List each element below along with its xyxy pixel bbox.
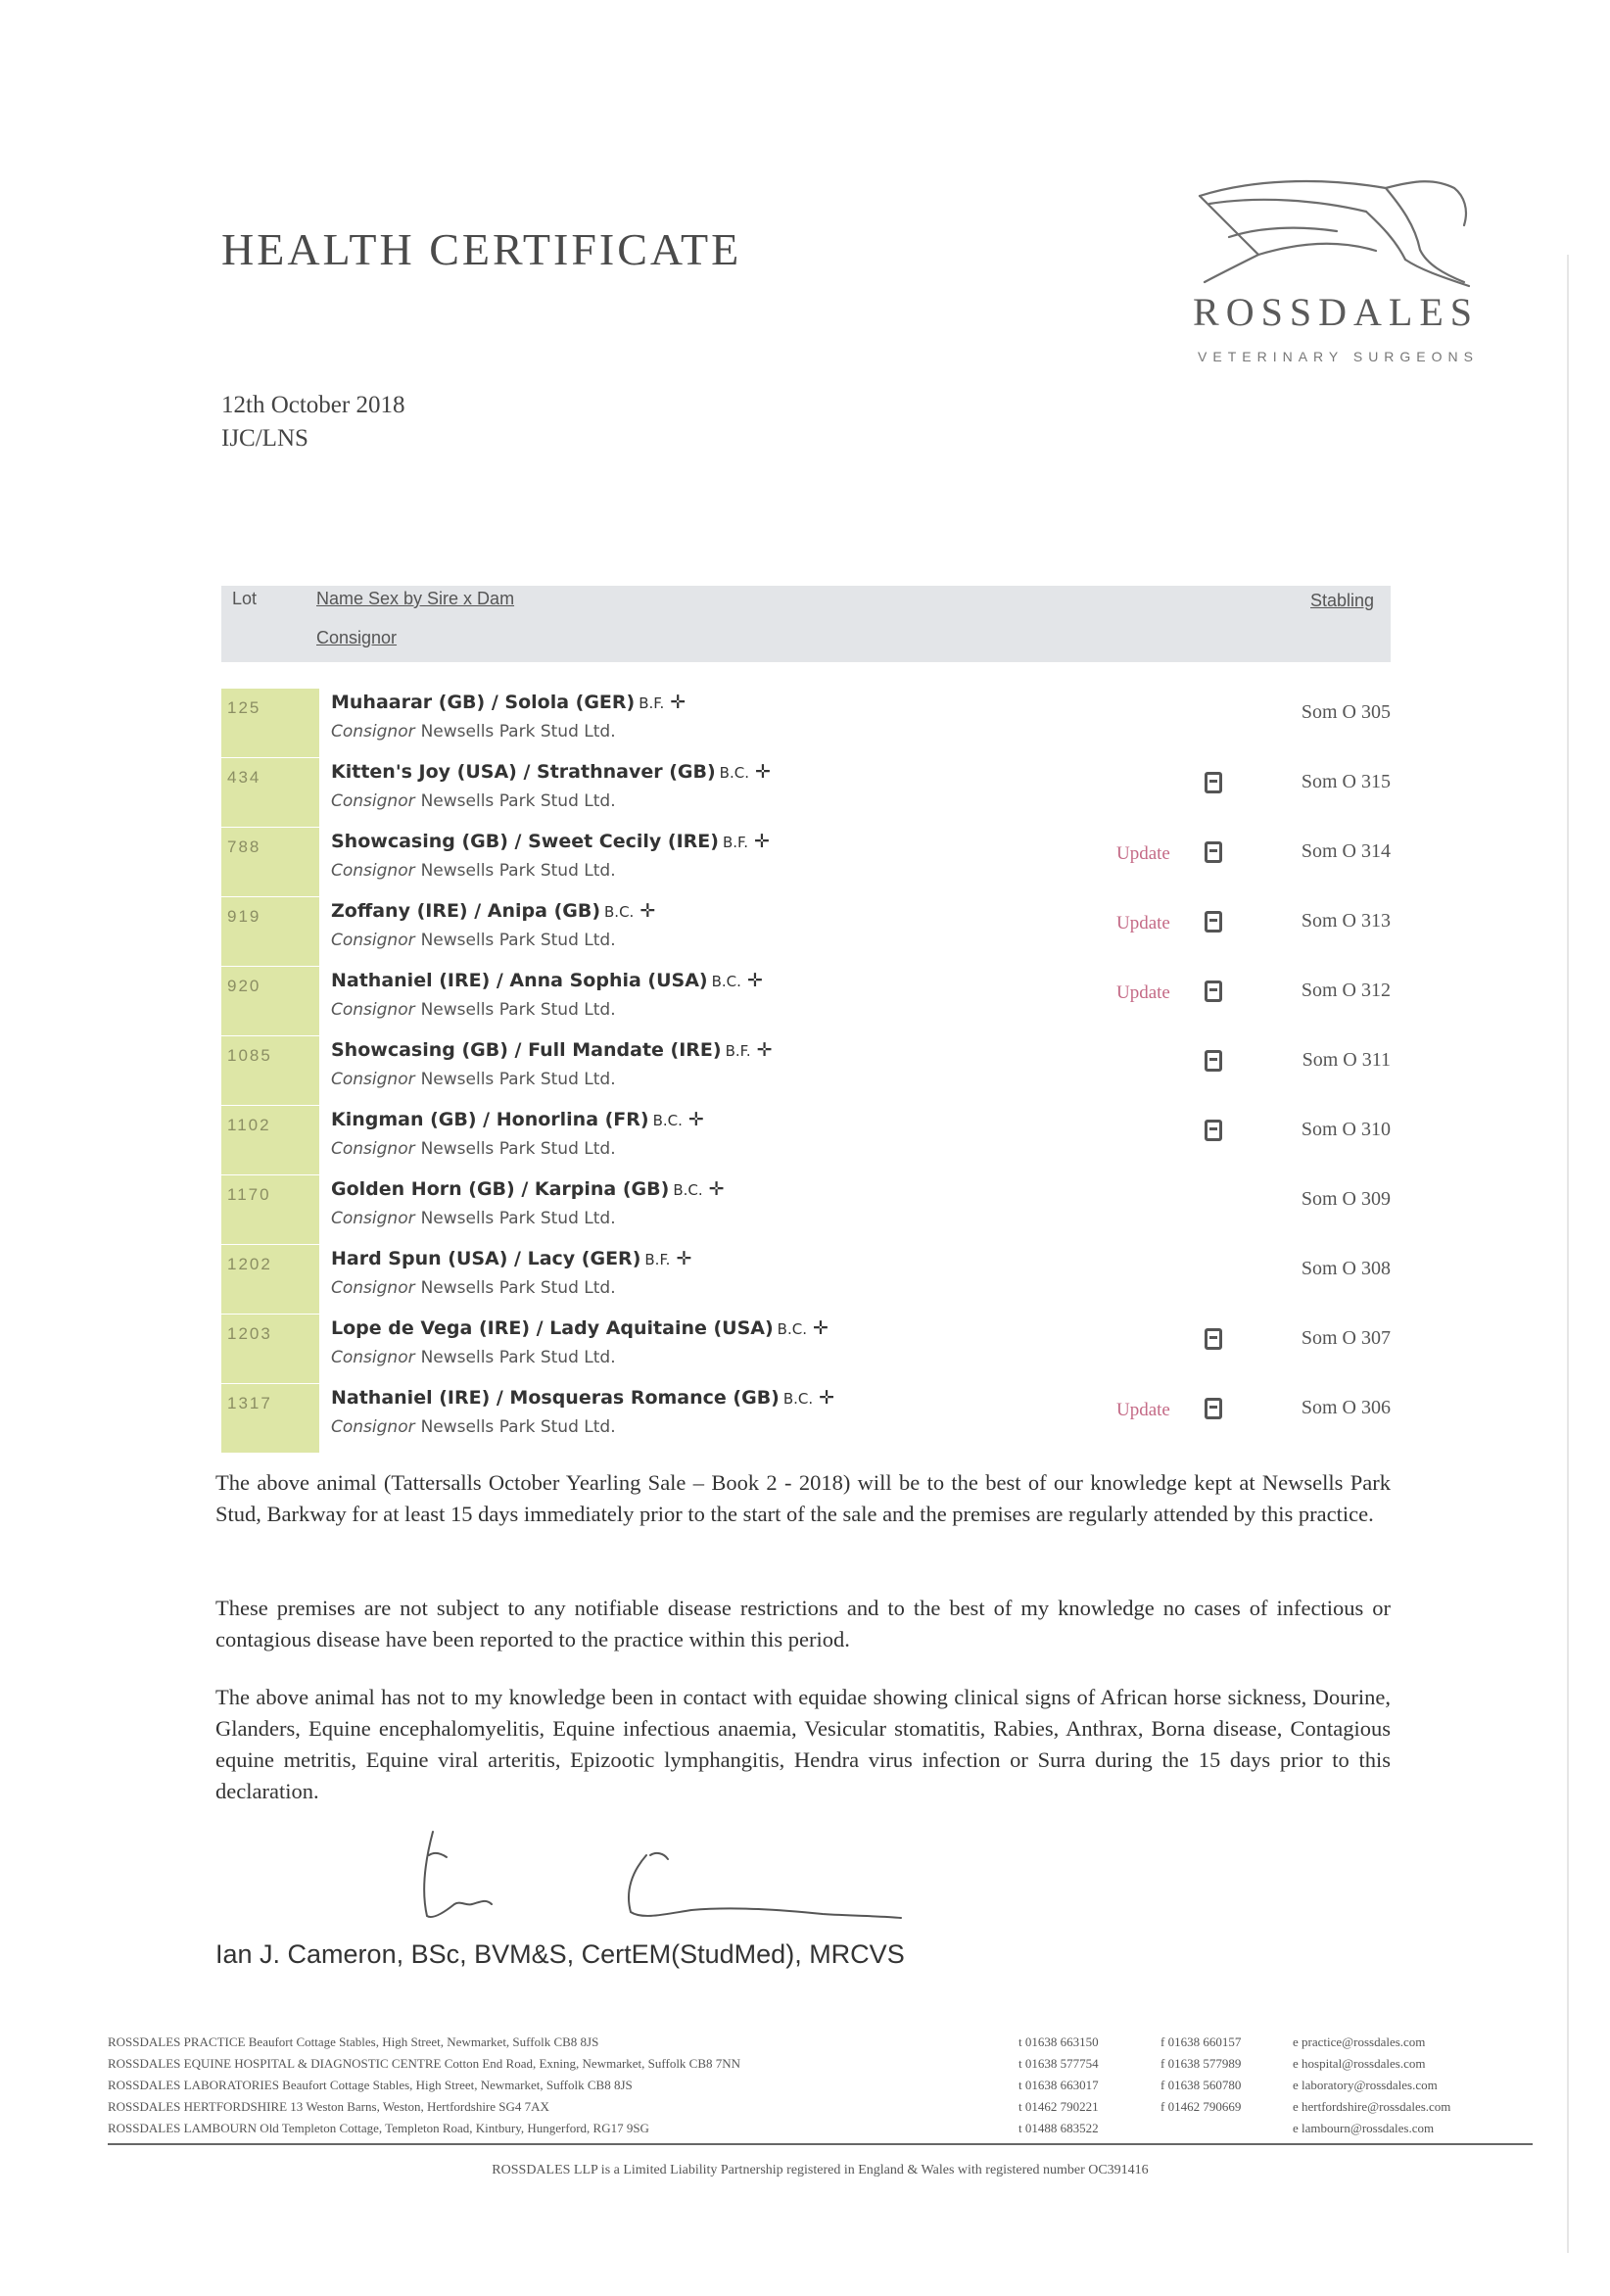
- stabling-value: Som O 306: [1301, 1397, 1391, 1418]
- table-row: [221, 1245, 1391, 1314]
- consignor-value: Newsells Park Stud Ltd.: [420, 1209, 616, 1228]
- stabling-value: Som O 310: [1301, 1119, 1391, 1140]
- table-row: [221, 897, 1391, 966]
- footer-address: ROSSDALES EQUINE HOSPITAL & DIAGNOSTIC CENTRE Cotton End Road, Exning, Newmarket, Suffolk CB8 7NN: [108, 2056, 741, 2071]
- horse-pedigree: Showcasing (GB) / Full Mandate (IRE): [331, 1039, 722, 1061]
- cross-icon: ✛: [687, 1109, 704, 1130]
- document-icon[interactable]: [1205, 981, 1222, 1002]
- horse-pedigree: Nathaniel (IRE) / Mosqueras Romance (GB): [331, 1387, 780, 1409]
- consignor-value: Newsells Park Stud Ltd.: [420, 861, 616, 881]
- document-icon[interactable]: [1205, 772, 1222, 793]
- consignor-value: Newsells Park Stud Ltd.: [420, 1417, 616, 1437]
- horse-sex: B.C.: [711, 973, 741, 990]
- lot-cell: [221, 897, 319, 966]
- consignor-line: [331, 791, 616, 811]
- horse-name: [331, 1178, 725, 1200]
- document-icon[interactable]: [1205, 841, 1222, 863]
- cross-icon: ✛: [639, 900, 656, 922]
- horse-name: [331, 831, 770, 852]
- horse-sex: B.C.: [652, 1112, 683, 1129]
- consignor-line: [331, 1278, 616, 1298]
- footer-telephone: t 01488 683522: [1018, 2121, 1099, 2135]
- lot-cell: [221, 1036, 319, 1105]
- lot-number: 1085: [227, 1046, 272, 1065]
- horse-sex: B.F.: [639, 694, 665, 712]
- stabling-value: Som O 314: [1301, 840, 1391, 862]
- consignor-line: [331, 1070, 616, 1089]
- horse-sex: B.C.: [777, 1320, 807, 1338]
- horse-sex: B.C.: [782, 1390, 814, 1408]
- consignor-line: [331, 931, 616, 950]
- document-icon[interactable]: [1205, 1398, 1222, 1419]
- footer-email: e hospital@rossdales.com: [1293, 2056, 1426, 2071]
- header-consignor: Consignor: [316, 628, 398, 647]
- consignor-value: Newsells Park Stud Ltd.: [420, 931, 616, 950]
- horse-name: [331, 1387, 834, 1409]
- consignor-label: Consignor: [331, 861, 415, 881]
- cross-icon: ✛: [754, 761, 771, 783]
- horse-name: [331, 970, 763, 991]
- consignor-label: Consignor: [331, 1139, 415, 1159]
- lot-cell: [221, 1315, 319, 1383]
- footer-divider: [108, 2143, 1533, 2145]
- consignor-label: Consignor: [331, 722, 415, 741]
- header-stabling: Stabling: [1310, 591, 1375, 610]
- stabling-value: Som O 305: [1301, 701, 1391, 723]
- footer-fax: f 01638 577989: [1160, 2056, 1242, 2071]
- stabling-value: Som O 311: [1302, 1049, 1391, 1071]
- lot-cell: [221, 828, 319, 896]
- consignor-value: Newsells Park Stud Ltd.: [420, 791, 616, 811]
- horse-pedigree: Kingman (GB) / Honorlina (FR): [331, 1109, 649, 1130]
- header-lot: Lot: [232, 589, 258, 608]
- consignor-value: Newsells Park Stud Ltd.: [420, 1139, 616, 1159]
- footer-address: ROSSDALES HERTFORDSHIRE 13 Weston Barns, Weston, Hertfordshire SG4 7AX: [108, 2099, 549, 2114]
- footer-telephone: t 01638 577754: [1018, 2056, 1099, 2071]
- horse-pedigree: Showcasing (GB) / Sweet Cecily (IRE): [331, 831, 719, 852]
- lot-number: 788: [227, 837, 261, 856]
- horse-pedigree: Hard Spun (USA) / Lacy (GER): [331, 1248, 641, 1269]
- stabling-value: Som O 308: [1301, 1258, 1391, 1279]
- document-date: 12th October 2018: [221, 392, 405, 418]
- document-reference: IJC/LNS: [221, 425, 308, 452]
- footer-address: ROSSDALES PRACTICE Beaufort Cottage Stables, High Street, Newmarket, Suffolk CB8 8JS: [108, 2034, 599, 2049]
- lot-number: 1317: [227, 1394, 272, 1412]
- horse-name: [331, 900, 655, 922]
- table-row: [221, 1036, 1391, 1105]
- horse-pedigree: Kitten's Joy (USA) / Strathnaver (GB): [331, 761, 716, 783]
- lot-number: 919: [227, 907, 261, 926]
- document-icon[interactable]: [1205, 911, 1222, 933]
- cross-icon: ✛: [746, 970, 763, 991]
- footer-fax: f 01638 560780: [1160, 2078, 1242, 2092]
- horse-logo-icon: [1170, 167, 1484, 372]
- header-name: Name Sex by Sire x Dam: [316, 589, 515, 608]
- cross-icon: ✛: [708, 1178, 725, 1200]
- footer-fax: f 01462 790669: [1160, 2099, 1242, 2114]
- consignor-value: Newsells Park Stud Ltd.: [420, 1070, 616, 1089]
- footer-email: e hertfordshire@rossdales.com: [1293, 2099, 1451, 2114]
- lot-number: 920: [227, 977, 261, 995]
- table-row: [221, 1175, 1391, 1244]
- signature: [411, 1822, 921, 1930]
- consignor-label: Consignor: [331, 1417, 415, 1437]
- stabling-value: Som O 313: [1301, 910, 1391, 932]
- consignor-line: [331, 1209, 616, 1228]
- document-icon[interactable]: [1205, 1328, 1222, 1350]
- consignor-line: [331, 1000, 616, 1020]
- logo-subtitle: VETERINARY SURGEONS: [1198, 349, 1479, 364]
- lot-cell: [221, 689, 319, 757]
- horse-sex: B.C.: [604, 903, 635, 921]
- horse-sex: B.F.: [725, 1042, 751, 1060]
- table-row: [221, 758, 1391, 827]
- horse-name: [331, 1317, 829, 1339]
- cross-icon: ✛: [819, 1387, 835, 1409]
- table-row: [221, 1384, 1391, 1453]
- footer-telephone: t 01638 663150: [1018, 2034, 1099, 2049]
- cross-icon: ✛: [754, 831, 770, 852]
- footer-telephone: t 01462 790221: [1018, 2099, 1099, 2114]
- consignor-label: Consignor: [331, 791, 415, 811]
- update-link[interactable]: Update: [1116, 843, 1170, 864]
- lot-cell: [221, 1175, 319, 1244]
- lot-number: 1203: [227, 1324, 272, 1343]
- footer-email: e lambourn@rossdales.com: [1293, 2121, 1435, 2135]
- stabling-value: Som O 315: [1301, 771, 1391, 792]
- page-edge: [1567, 255, 1569, 2253]
- update-link[interactable]: Update: [1116, 1400, 1170, 1420]
- horse-sex: B.F.: [722, 834, 748, 851]
- table-row: [221, 828, 1391, 896]
- footer-fax: f 01638 660157: [1160, 2034, 1242, 2049]
- cross-icon: ✛: [670, 692, 687, 713]
- table-row: [221, 1315, 1391, 1383]
- lot-cell: [221, 967, 319, 1035]
- horse-name: [331, 1248, 691, 1269]
- consignor-value: Newsells Park Stud Ltd.: [420, 1278, 616, 1298]
- horse-name: [331, 692, 686, 713]
- footer-email: e laboratory@rossdales.com: [1293, 2078, 1438, 2092]
- horse-name: [331, 1109, 704, 1130]
- consignor-line: [331, 1348, 616, 1367]
- document-icon[interactable]: [1205, 1050, 1222, 1072]
- footer-address: ROSSDALES LAMBOURN Old Templeton Cottage, Templeton Road, Kintbury, Hungerford, RG17 9SG: [108, 2121, 649, 2135]
- consignor-label: Consignor: [331, 1278, 415, 1298]
- horse-sex: B.F.: [644, 1251, 671, 1268]
- statement-paragraph-3: The above animal has not to my knowledge been in contact with equidae showing clinical signs of African horse sickness, Dourine, Glanders, Equine encephalomyelitis, Equine infectious anaemia, Vesicular stomatitis, Rabies, Anthrax, Borna disease, Contagious equine metritis, Equine viral arteritis, Epizootic lymphangitis, Hendra virus infection or Surra during the 15 days prior to this declaration.: [215, 1685, 1391, 1803]
- lot-cell: [221, 758, 319, 827]
- horse-sex: B.C.: [719, 764, 749, 782]
- consignor-value: Newsells Park Stud Ltd.: [420, 722, 616, 741]
- horse-pedigree: Golden Horn (GB) / Karpina (GB): [331, 1178, 670, 1200]
- horse-name: [331, 1039, 773, 1061]
- lot-cell: [221, 1106, 319, 1174]
- consignor-value: Newsells Park Stud Ltd.: [420, 1000, 616, 1020]
- document-icon[interactable]: [1205, 1120, 1222, 1141]
- consignor-line: [331, 861, 616, 881]
- footer-telephone: t 01638 663017: [1018, 2078, 1099, 2092]
- horse-pedigree: Nathaniel (IRE) / Anna Sophia (USA): [331, 970, 708, 991]
- cross-icon: ✛: [812, 1317, 829, 1339]
- lot-cell: [221, 1245, 319, 1314]
- stabling-value: Som O 312: [1301, 980, 1391, 1001]
- horse-pedigree: Lope de Vega (IRE) / Lady Aquitaine (USA): [331, 1317, 774, 1339]
- consignor-label: Consignor: [331, 931, 415, 950]
- lot-number: 434: [227, 768, 261, 787]
- update-link[interactable]: Update: [1116, 913, 1170, 933]
- lot-number: 1102: [227, 1116, 271, 1134]
- cross-icon: ✛: [756, 1039, 773, 1061]
- update-link[interactable]: Update: [1116, 982, 1170, 1003]
- consignor-label: Consignor: [331, 1209, 415, 1228]
- cross-icon: ✛: [676, 1248, 692, 1269]
- footer-address: ROSSDALES LABORATORIES Beaufort Cottage Stables, High Street, Newmarket, Suffolk CB8 8JS: [108, 2078, 633, 2092]
- consignor-value: Newsells Park Stud Ltd.: [420, 1348, 616, 1367]
- logo-name: ROSSDALES: [1193, 290, 1479, 334]
- footer-registration: ROSSDALES LLP is a Limited Liability Partnership registered in England & Wales with registered number OC391416: [492, 2163, 1149, 2177]
- consignor-line: [331, 722, 616, 741]
- horse-pedigree: Muhaarar (GB) / Solola (GER): [331, 692, 636, 713]
- statement-paragraph-1: The above animal (Tattersalls October Yearling Sale – Book 2 - 2018) will be to the best of our knowledge kept at Newsells Park Stud, Barkway for at least 15 days immediately prior to the start of the sale and the premises are regularly attended by this practice.: [215, 1470, 1391, 1526]
- horse-name: [331, 761, 771, 783]
- stabling-value: Som O 309: [1301, 1188, 1391, 1210]
- table-row: [221, 967, 1391, 1035]
- consignor-line: [331, 1139, 616, 1159]
- lot-number: 1202: [227, 1255, 272, 1273]
- horse-pedigree: Zoffany (IRE) / Anipa (GB): [331, 900, 601, 922]
- lot-cell: [221, 1384, 319, 1453]
- table-row: [221, 689, 1391, 757]
- stabling-value: Som O 307: [1301, 1327, 1391, 1349]
- consignor-line: [331, 1417, 616, 1437]
- table-row: [221, 1106, 1391, 1174]
- consignor-label: Consignor: [331, 1000, 415, 1020]
- horse-sex: B.C.: [673, 1181, 703, 1199]
- document-title: HEALTH CERTIFICATE: [221, 224, 742, 274]
- footer-email: e practice@rossdales.com: [1293, 2034, 1426, 2049]
- consignor-label: Consignor: [331, 1070, 415, 1089]
- consignor-label: Consignor: [331, 1348, 415, 1367]
- statement-paragraph-2: These premises are not subject to any notifiable disease restrictions and to the best of my knowledge no cases of infectious or contagious disease have been reported to the practice within this period.: [215, 1596, 1391, 1651]
- signer-name: Ian J. Cameron, BSc, BVM&S, CertEM(StudMed), MRCVS: [215, 1939, 905, 1969]
- lot-number: 1170: [227, 1185, 271, 1204]
- lot-number: 125: [227, 698, 261, 717]
